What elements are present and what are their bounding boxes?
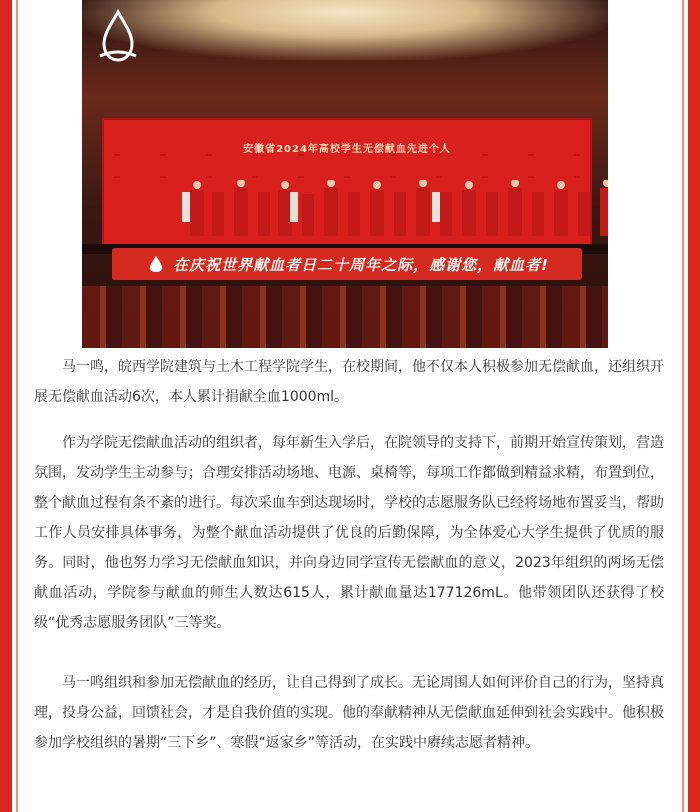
screen-name-row	[114, 176, 580, 178]
carpet	[82, 286, 608, 348]
award-recipients	[182, 180, 608, 250]
right-inner-line	[682, 0, 684, 812]
award-ceremony-photo	[82, 0, 608, 348]
stage-banner	[112, 248, 582, 280]
drop-hand-icon	[145, 255, 167, 273]
paragraph-text: 作为学院无偿献血活动的组织者，每年新生入学后，在院领导的支持下，前期开始宣传策划，营造氛围，发动学生主动参与；合理安排活动场地、电源、桌椅等，每项工作都做到精益求精，布置到位，整个献血过程有条不紊的进行。每次采血车到达现场时，学校的志愿服务队已经将场地布置妥当，帮助工作人员安排具体事务，为整个献血活动提供了优良的后勤保障，为全体爱心大学生提供了优质的服务。同时，他也努力学习无偿献血知识，并向身边同学宣传无偿献血的意义，2023年组织的两场无偿献血活动，学院参与献血的师生人数达615人，累计献血量达177126mL。他带领团队还获得了校级“优秀志愿服务团队”三等奖。	[34, 435, 664, 631]
left-red-border	[0, 0, 12, 812]
paragraph-2	[34, 428, 664, 638]
blood-donation-logo-icon	[96, 8, 140, 64]
paragraph-text: 马一鸣组织和参加无偿献血的经历，让自己得到了成长。无论周围人如何评价自己的行为，坚持真理，投身公益，回馈社会，才是自我价值的实现。他的奉献精神从无偿献血延伸到社会实践中。他积极参加学校组织的暑期“三下乡”、寒假“返家乡”等活动，在实践中赓续志愿者精神。	[34, 675, 664, 751]
chandelier	[82, 0, 608, 60]
left-inner-line	[16, 0, 18, 812]
screen-name-row	[114, 154, 580, 156]
paragraph-1	[34, 352, 664, 412]
paragraph-text: 马一鸣，皖西学院建筑与土木工程学院学生，在校期间，他不仅本人积极参加无偿献血，还组织开展无偿献血活动6次，本人累计捐献全血1000ml。	[34, 359, 664, 405]
banner-slogan: 在庆祝世界献血者日二十周年之际，感谢您，献血者!	[173, 255, 549, 274]
screen-title: 安徽省2024年高校学生无偿献血先进个人	[243, 144, 451, 155]
paragraph-3	[34, 668, 664, 758]
right-red-border	[688, 0, 700, 812]
